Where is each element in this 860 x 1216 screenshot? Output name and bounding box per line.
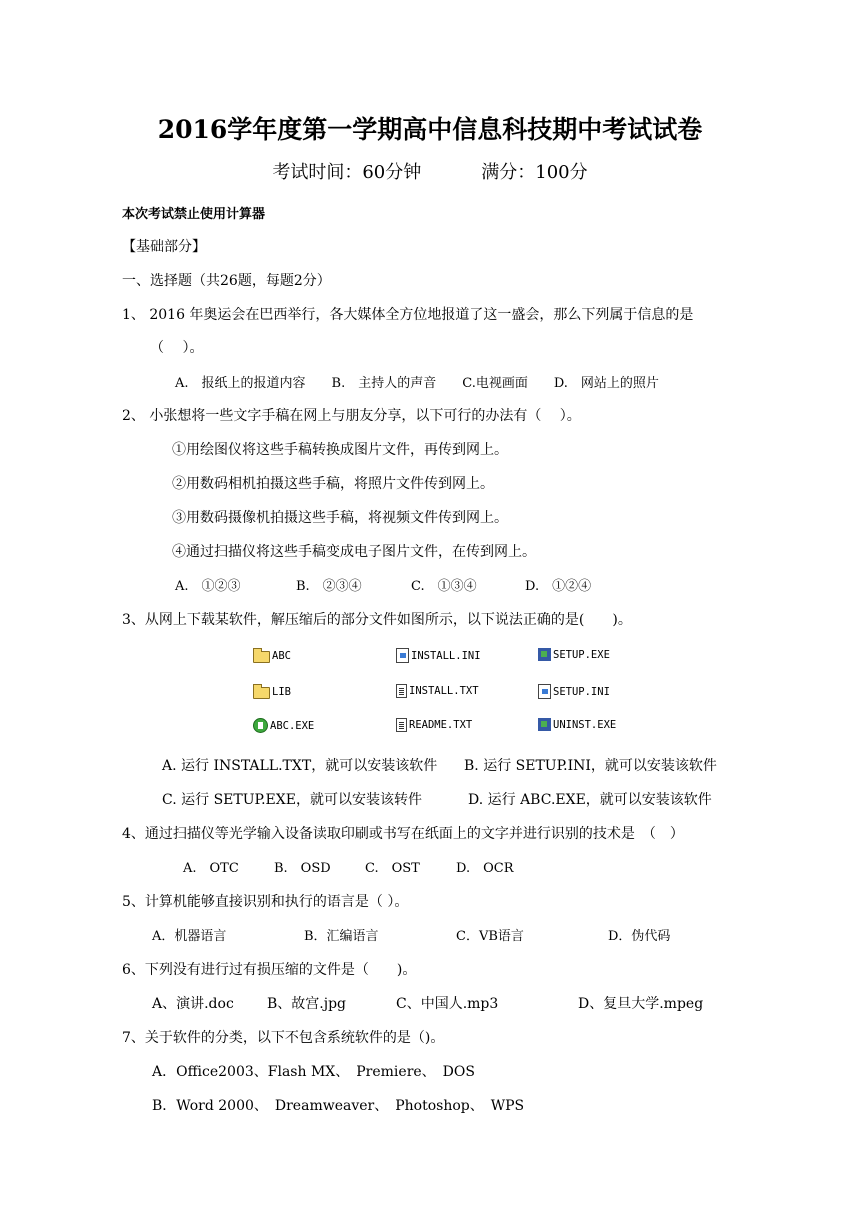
calculator-notice: 本次考试禁止使用计算器 [122,207,266,222]
question-6-option-a: A、演讲.doc [152,996,234,1012]
file-lib-folder: LIB [253,684,291,699]
section-heading: 一、选择题（共26题，每题2分） [122,273,331,289]
question-2-item: ④通过扫描仪将这些手稿变成电子图片文件，在传到网上。 [172,544,536,560]
question-3-stem: 3、从网上下载某软件，解压缩后的部分文件如图所示，以下说法正确的是( )。 [122,612,632,628]
file-setup-exe: SETUP.EXE [538,648,610,661]
question-1-stem-end: （ ）。 [150,340,204,356]
exam-time: 考试时间：60分钟 [272,162,422,183]
folder-icon [253,651,270,663]
question-2-stem: 2、 小张想将一些文字手稿在网上与朋友分享，以下可行的办法有（ ）。 [122,408,581,424]
file-uninst-exe: UNINST.EXE [538,718,616,731]
question-5-option-b: B．汇编语言 [304,929,379,944]
folder-icon [253,687,270,699]
settings-file-icon [538,684,551,699]
file-install-txt: INSTALL.TXT [396,684,479,698]
question-6-option-c: C、中国人.mp3 [396,996,499,1012]
exam-score: 满分：100分 [481,162,588,183]
question-5-option-c: C．VB语言 [456,929,524,944]
question-6-option-d: D、复旦大学.mpeg [578,996,704,1012]
text-file-icon [396,718,407,732]
question-7-option-a: A．Office2003、Flash MX、 Premiere、 DOS [152,1064,475,1080]
text-file-icon [396,684,407,698]
question-4-option-d: D. OCR [456,861,514,876]
question-4-option-a: A. OTC [183,861,239,876]
question-2-option-a: A. ①②③ [175,579,241,594]
settings-file-icon [396,648,409,663]
question-5-stem: 5、计算机能够直接识别和执行的语言是（ ）。 [122,894,409,910]
question-1-stem: 1、 2016 年奥运会在巴西举行，各大媒体全方位地报道了这一盛会，那么下列属于信息的是 [122,307,694,323]
question-3-option-d: D. 运行 ABC.EXE，就可以安装该软件 [468,792,712,808]
question-4-stem: 4、通过扫描仪等光学输入设备读取印刷或书写在纸面上的文字并进行识别的技术是 （ ） [122,826,684,842]
question-6-stem: 6、下列没有进行过有损压缩的文件是（ )。 [122,962,417,978]
question-3-option-c: C. 运行 SETUP.EXE，就可以安装该转件 [162,792,422,808]
installer-icon [538,718,551,731]
file-abc-folder: ABC [253,648,291,663]
question-2-option-b: B. ②③④ [296,579,362,594]
question-4-option-c: C. OST [365,861,420,876]
installer-icon [538,648,551,661]
question-2-item: ①用绘图仪将这些手稿转换成图片文件，再传到网上。 [172,442,508,458]
question-2-option-d: D. ①②④ [525,579,592,594]
question-5-option-d: D．伪代码 [608,929,671,944]
file-install-ini: INSTALL.INI [396,648,481,663]
question-2-item: ③用数码摄像机拍摄这些手稿，将视频文件传到网上。 [172,510,508,526]
question-2-item: ②用数码相机拍摄这些手稿，将照片文件传到网上。 [172,476,494,492]
question-2-option-c: C. ①③④ [411,579,477,594]
exam-title: 2016学年度第一学期高中信息科技期中考试试卷 [157,115,703,144]
part-heading: 【基础部分】 [122,239,206,255]
program-icon [253,718,268,733]
file-abc-exe: ABC.EXE [253,718,314,733]
question-6-option-b: B、故宫.jpg [267,996,347,1012]
question-3-option-a: A. 运行 INSTALL.TXT，就可以安装该软件 [162,758,438,774]
exam-subtitle [0,158,860,184]
file-setup-ini: SETUP.INI [538,684,610,699]
question-7-option-b: B．Word 2000、 Dreamweaver、 Photoshop、 WPS [152,1098,525,1114]
question-3-option-b: B. 运行 SETUP.INI，就可以安装该软件 [464,758,717,774]
question-5-option-a: A．机器语言 [152,929,227,944]
file-readme-txt: README.TXT [396,718,472,732]
question-1-options: A. 报纸上的报道内容 B. 主持人的声音 C.电视画面 D. 网站上的照片 [175,376,659,391]
question-4-option-b: B. OSD [274,861,331,876]
question-7-stem: 7、关于软件的分类，以下不包含系统软件的是（)。 [122,1030,445,1046]
